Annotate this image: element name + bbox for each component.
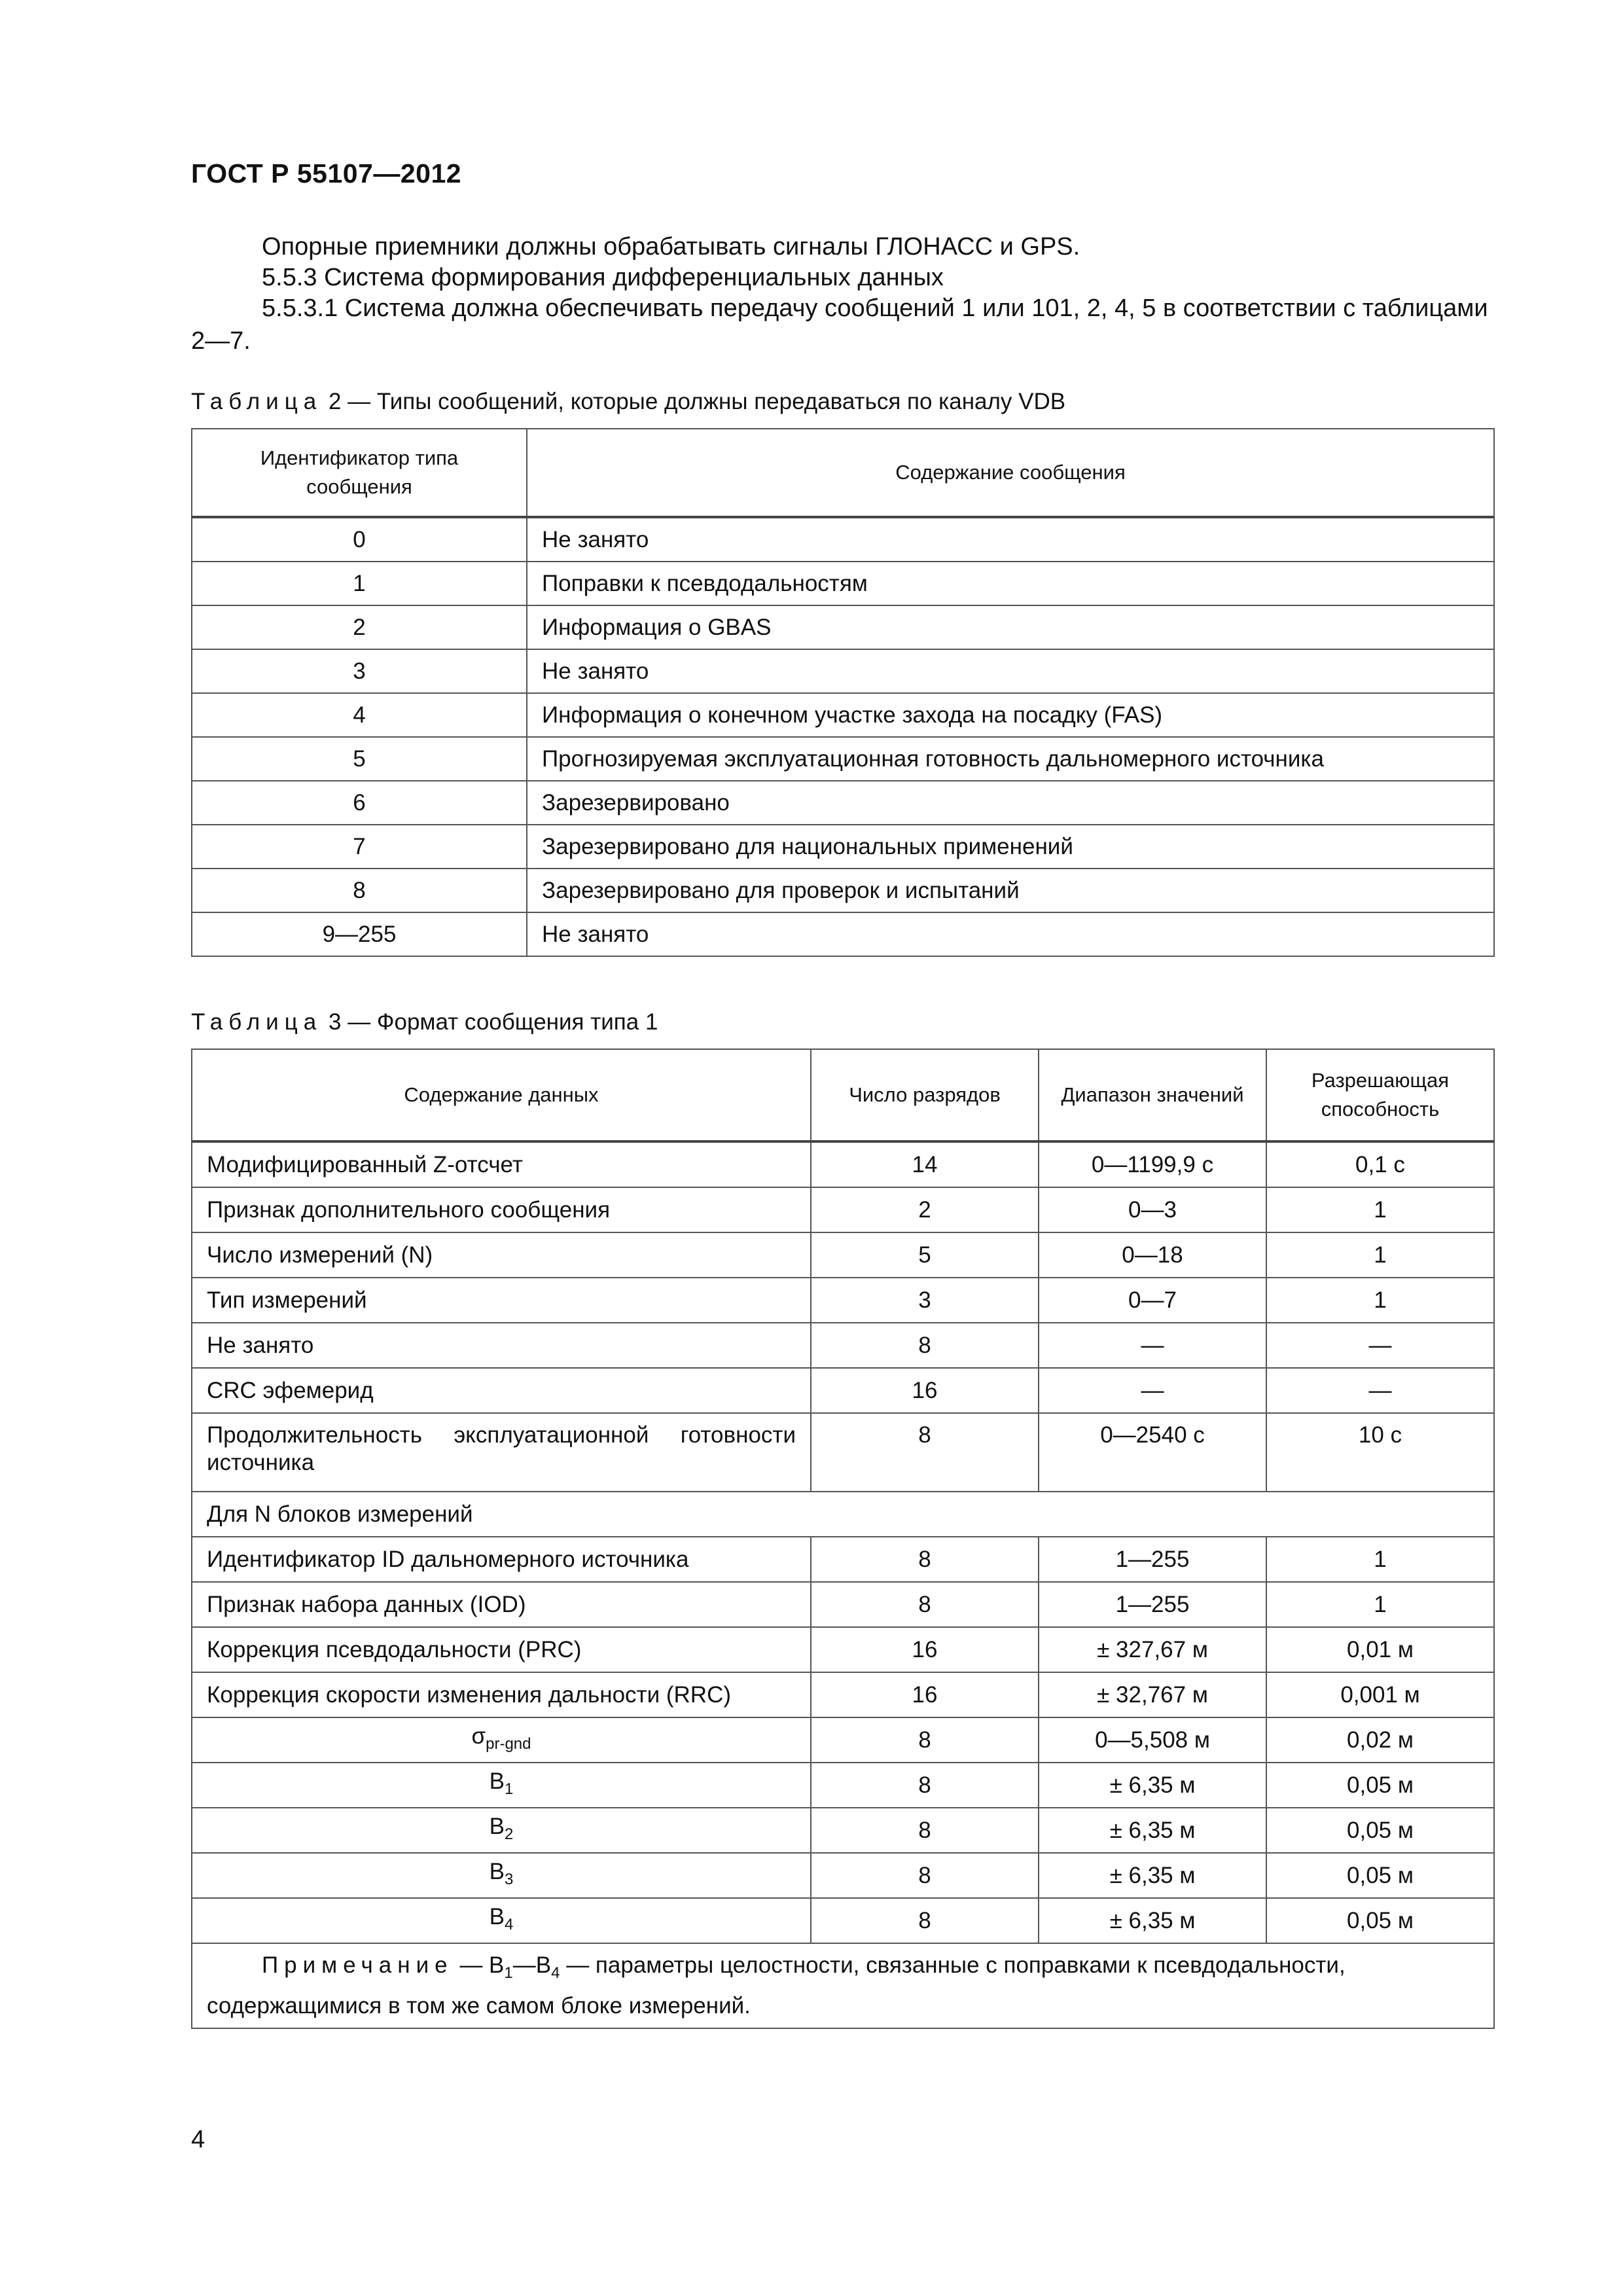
table-3-cell-content: Не занято [192,1323,811,1368]
table-3-row-b2 [192,1808,1494,1853]
table-3-cell-range: 1—255 [1039,1537,1266,1582]
table-3-note-row [192,1943,1494,2028]
table-3-row-b3 [192,1853,1494,1898]
table-2-header-content: Содержание сообщения [527,429,1494,517]
table-3-cell-resolution: 0,001 м [1266,1672,1494,1717]
table-3-cell-content: Признак набора данных (IOD) [192,1582,811,1627]
table-3-row [192,1582,1494,1627]
page-number: 4 [191,2126,205,2153]
table-3-header-range: Диапазон значений [1039,1049,1266,1141]
table-3-cell-range: ± 6,35 м [1039,1853,1266,1898]
table-3-cell-resolution: 1 [1266,1232,1494,1278]
table-2-cell-content: Информация о конечном участке захода на посадку (FAS) [527,693,1494,737]
note-b4-sub: 4 [551,1964,560,1982]
table-3-cell-content: Число измерений (N) [192,1232,811,1278]
table-3-cell-bits: 8 [811,1808,1039,1853]
table-3-cell-range: 0—2540 с [1039,1413,1266,1492]
table-3-b-symbol [192,1808,811,1853]
table-2-caption [191,389,1065,415]
table-3-cell-content: Продолжительность эксплуатационной готовности источника [192,1413,811,1492]
table-3-sigma-symbol [192,1717,811,1763]
b-subscript: 3 [505,1870,514,1888]
table-3-cell-bits: 8 [811,1537,1039,1582]
table-2-cell-content: Поправки к псевдодальностям [527,562,1494,605]
section-heading-5-5-3: 5.5.3 Система формирования дифференциальных данных [262,264,944,291]
table-2-row [192,562,1494,605]
table-2-row [192,737,1494,781]
table-2-cell-content: Зарезервировано [527,781,1494,825]
table-2-caption-word: Таблица [191,389,323,414]
table-3-cell-range: ± 327,67 м [1039,1627,1266,1672]
table-2-row [192,649,1494,693]
table-3-cell-range: — [1039,1323,1266,1368]
table-3-cell-range: 0—3 [1039,1187,1266,1232]
table-3-cell-resolution: 0,01 м [1266,1627,1494,1672]
table-3-b-symbol [192,1898,811,1943]
table-3-row [192,1323,1494,1368]
table-2-row [192,869,1494,912]
table-3-b-symbol [192,1763,811,1808]
table-3-cell-bits: 16 [811,1368,1039,1413]
table-3-cell-range: ± 6,35 м [1039,1763,1266,1808]
table-2-cell-id: 4 [192,693,527,737]
table-3-row [192,1187,1494,1232]
table-3-section-row [192,1492,1494,1537]
table-3-cell-bits: 14 [811,1141,1039,1187]
table-3-cell-range: 1—255 [1039,1582,1266,1627]
table-2-cell-id: 8 [192,869,527,912]
note-dash: — [453,1952,490,1978]
table-2-row [192,693,1494,737]
table-3-cell-bits: 8 [811,1717,1039,1763]
table-2-cell-content: Не занято [527,517,1494,562]
table-3-cell-bits: 16 [811,1627,1039,1672]
table-3-cell-range: ± 6,35 м [1039,1808,1266,1853]
sigma-subscript: pr-gnd [486,1734,531,1753]
sigma-char: σ [471,1723,486,1749]
table-2-cell-id: 5 [192,737,527,781]
table-3-cell-resolution: 1 [1266,1582,1494,1627]
table-3-header-resolution: Разрешающая способность [1266,1049,1494,1141]
table-3-note [192,1943,1494,2028]
table-3-cell-content: Коррекция псевдодальности (PRC) [192,1627,811,1672]
intro-paragraph-1: Опорные приемники должны обрабатывать сигналы ГЛОНАСС и GPS. [262,233,1080,260]
table-2-row [192,825,1494,869]
table-2-cell-content: Прогнозируемая эксплуатационная готовность дальномерного источника [527,737,1494,781]
table-2-cell-content: Не занято [527,649,1494,693]
table-3-cell-content: Коррекция скорости изменения дальности (RRC) [192,1672,811,1717]
table-3-cell-resolution: — [1266,1323,1494,1368]
b-char: B [489,1858,505,1884]
table-2-cell-id: 7 [192,825,527,869]
table-3-row [192,1278,1494,1323]
table-2 [191,428,1495,957]
table-3-caption-text: 3 — Формат сообщения типа 1 [322,1009,658,1035]
table-3-cell-resolution: 0,1 с [1266,1141,1494,1187]
table-3-row [192,1232,1494,1278]
table-3-body [192,1141,1494,2028]
table-3-caption [191,1009,658,1035]
table-2-cell-content: Зарезервировано для национальных применений [527,825,1494,869]
table-2-cell-id: 0 [192,517,527,562]
table-3 [191,1049,1495,2029]
note-b1-sub: 1 [504,1964,513,1982]
table-3-row [192,1627,1494,1672]
table-2-body [192,517,1494,956]
table-3-cell-range: — [1039,1368,1266,1413]
table-3-cell-range: 0—7 [1039,1278,1266,1323]
table-2-header-row [192,429,1494,517]
table-2-cell-id: 6 [192,781,527,825]
b-subscript: 4 [505,1915,514,1933]
table-2-row [192,781,1494,825]
b-subscript: 2 [505,1825,514,1843]
table-3-caption-word: Таблица [191,1009,323,1035]
table-3-cell-content: Идентификатор ID дальномерного источника [192,1537,811,1582]
table-3-cell-resolution: 1 [1266,1278,1494,1323]
table-2-header-id: Идентификатор типа сообщения [192,429,527,517]
table-3-cell-resolution: 0,05 м [1266,1853,1494,1898]
table-3-cell-bits: 8 [811,1323,1039,1368]
table-3-cell-resolution: 0,05 м [1266,1808,1494,1853]
table-3-row-sigma [192,1717,1494,1763]
b-char: B [489,1813,505,1839]
table-3-row [192,1672,1494,1717]
table-2-cell-id: 2 [192,605,527,649]
table-3-cell-range: 0—5,508 м [1039,1717,1266,1763]
table-3-row [192,1141,1494,1187]
note-text: — параметры целостности, связанные с поправками к псевдодальности, содержащимися в том же самом блоке измерений. [207,1952,1346,2018]
table-3-row-b1 [192,1763,1494,1808]
table-3-cell-bits: 8 [811,1763,1039,1808]
table-3-cell-resolution: — [1266,1368,1494,1413]
standard-header: ГОСТ Р 55107—2012 [191,158,462,188]
table-3-cell-resolution: 10 с [1266,1413,1494,1492]
table-3-section-label: Для N блоков измерений [192,1492,1494,1537]
table-2-cell-content: Информация о GBAS [527,605,1494,649]
table-3-row [192,1368,1494,1413]
table-2-row [192,912,1494,956]
table-3-row [192,1537,1494,1582]
table-3-cell-content: Признак дополнительного сообщения [192,1187,811,1232]
table-2-cell-id: 9—255 [192,912,527,956]
table-3-cell-content: Модифицированный Z-отсчет [192,1141,811,1187]
table-3-header-content: Содержание данных [192,1049,811,1141]
table-2-row [192,605,1494,649]
intro-paragraph-5-5-3-1: 5.5.3.1 Система должна обеспечивать передачу сообщений 1 или 101, 2, 4, 5 в соответствии с таблицами 2—7. [191,295,1488,355]
table-3-header-bits: Число разрядов [811,1049,1039,1141]
table-3-row-b4 [192,1898,1494,1943]
b-char: B [489,1768,505,1794]
table-3-cell-range: 0—1199,9 с [1039,1141,1266,1187]
table-3-cell-range: ± 32,767 м [1039,1672,1266,1717]
table-3-cell-content: CRC эфемерид [192,1368,811,1413]
table-2-cell-id: 3 [192,649,527,693]
table-3-header-row [192,1049,1494,1141]
table-3-cell-resolution: 1 [1266,1537,1494,1582]
table-3-cell-bits: 5 [811,1232,1039,1278]
table-3-b-symbol [192,1853,811,1898]
note-word: Примечание [262,1952,454,1978]
b-char: B [489,1903,505,1929]
table-2-cell-content: Зарезервировано для проверок и испытаний [527,869,1494,912]
table-3-cell-bits: 8 [811,1413,1039,1492]
table-3-cell-range: 0—18 [1039,1232,1266,1278]
table-3-cell-bits: 8 [811,1898,1039,1943]
table-3-cell-bits: 2 [811,1187,1039,1232]
table-3-row [192,1413,1494,1492]
note-b4: —B [512,1952,552,1978]
table-3-cell-resolution: 0,05 м [1266,1763,1494,1808]
b-subscript: 1 [505,1780,514,1798]
table-2-cell-content: Не занято [527,912,1494,956]
table-3-cell-range: ± 6,35 м [1039,1898,1266,1943]
table-3-cell-bits: 3 [811,1278,1039,1323]
table-3-cell-bits: 8 [811,1853,1039,1898]
table-3-cell-bits: 8 [811,1582,1039,1627]
table-2-cell-id: 1 [192,562,527,605]
note-b1: B [489,1952,505,1978]
table-3-cell-resolution: 0,05 м [1266,1898,1494,1943]
table-2-caption-text: 2 — Типы сообщений, которые должны передаваться по каналу VDB [322,389,1066,414]
table-3-cell-content: Тип измерений [192,1278,811,1323]
table-3-cell-resolution: 0,02 м [1266,1717,1494,1763]
table-3-cell-resolution: 1 [1266,1187,1494,1232]
table-3-cell-bits: 16 [811,1672,1039,1717]
table-2-row [192,517,1494,562]
